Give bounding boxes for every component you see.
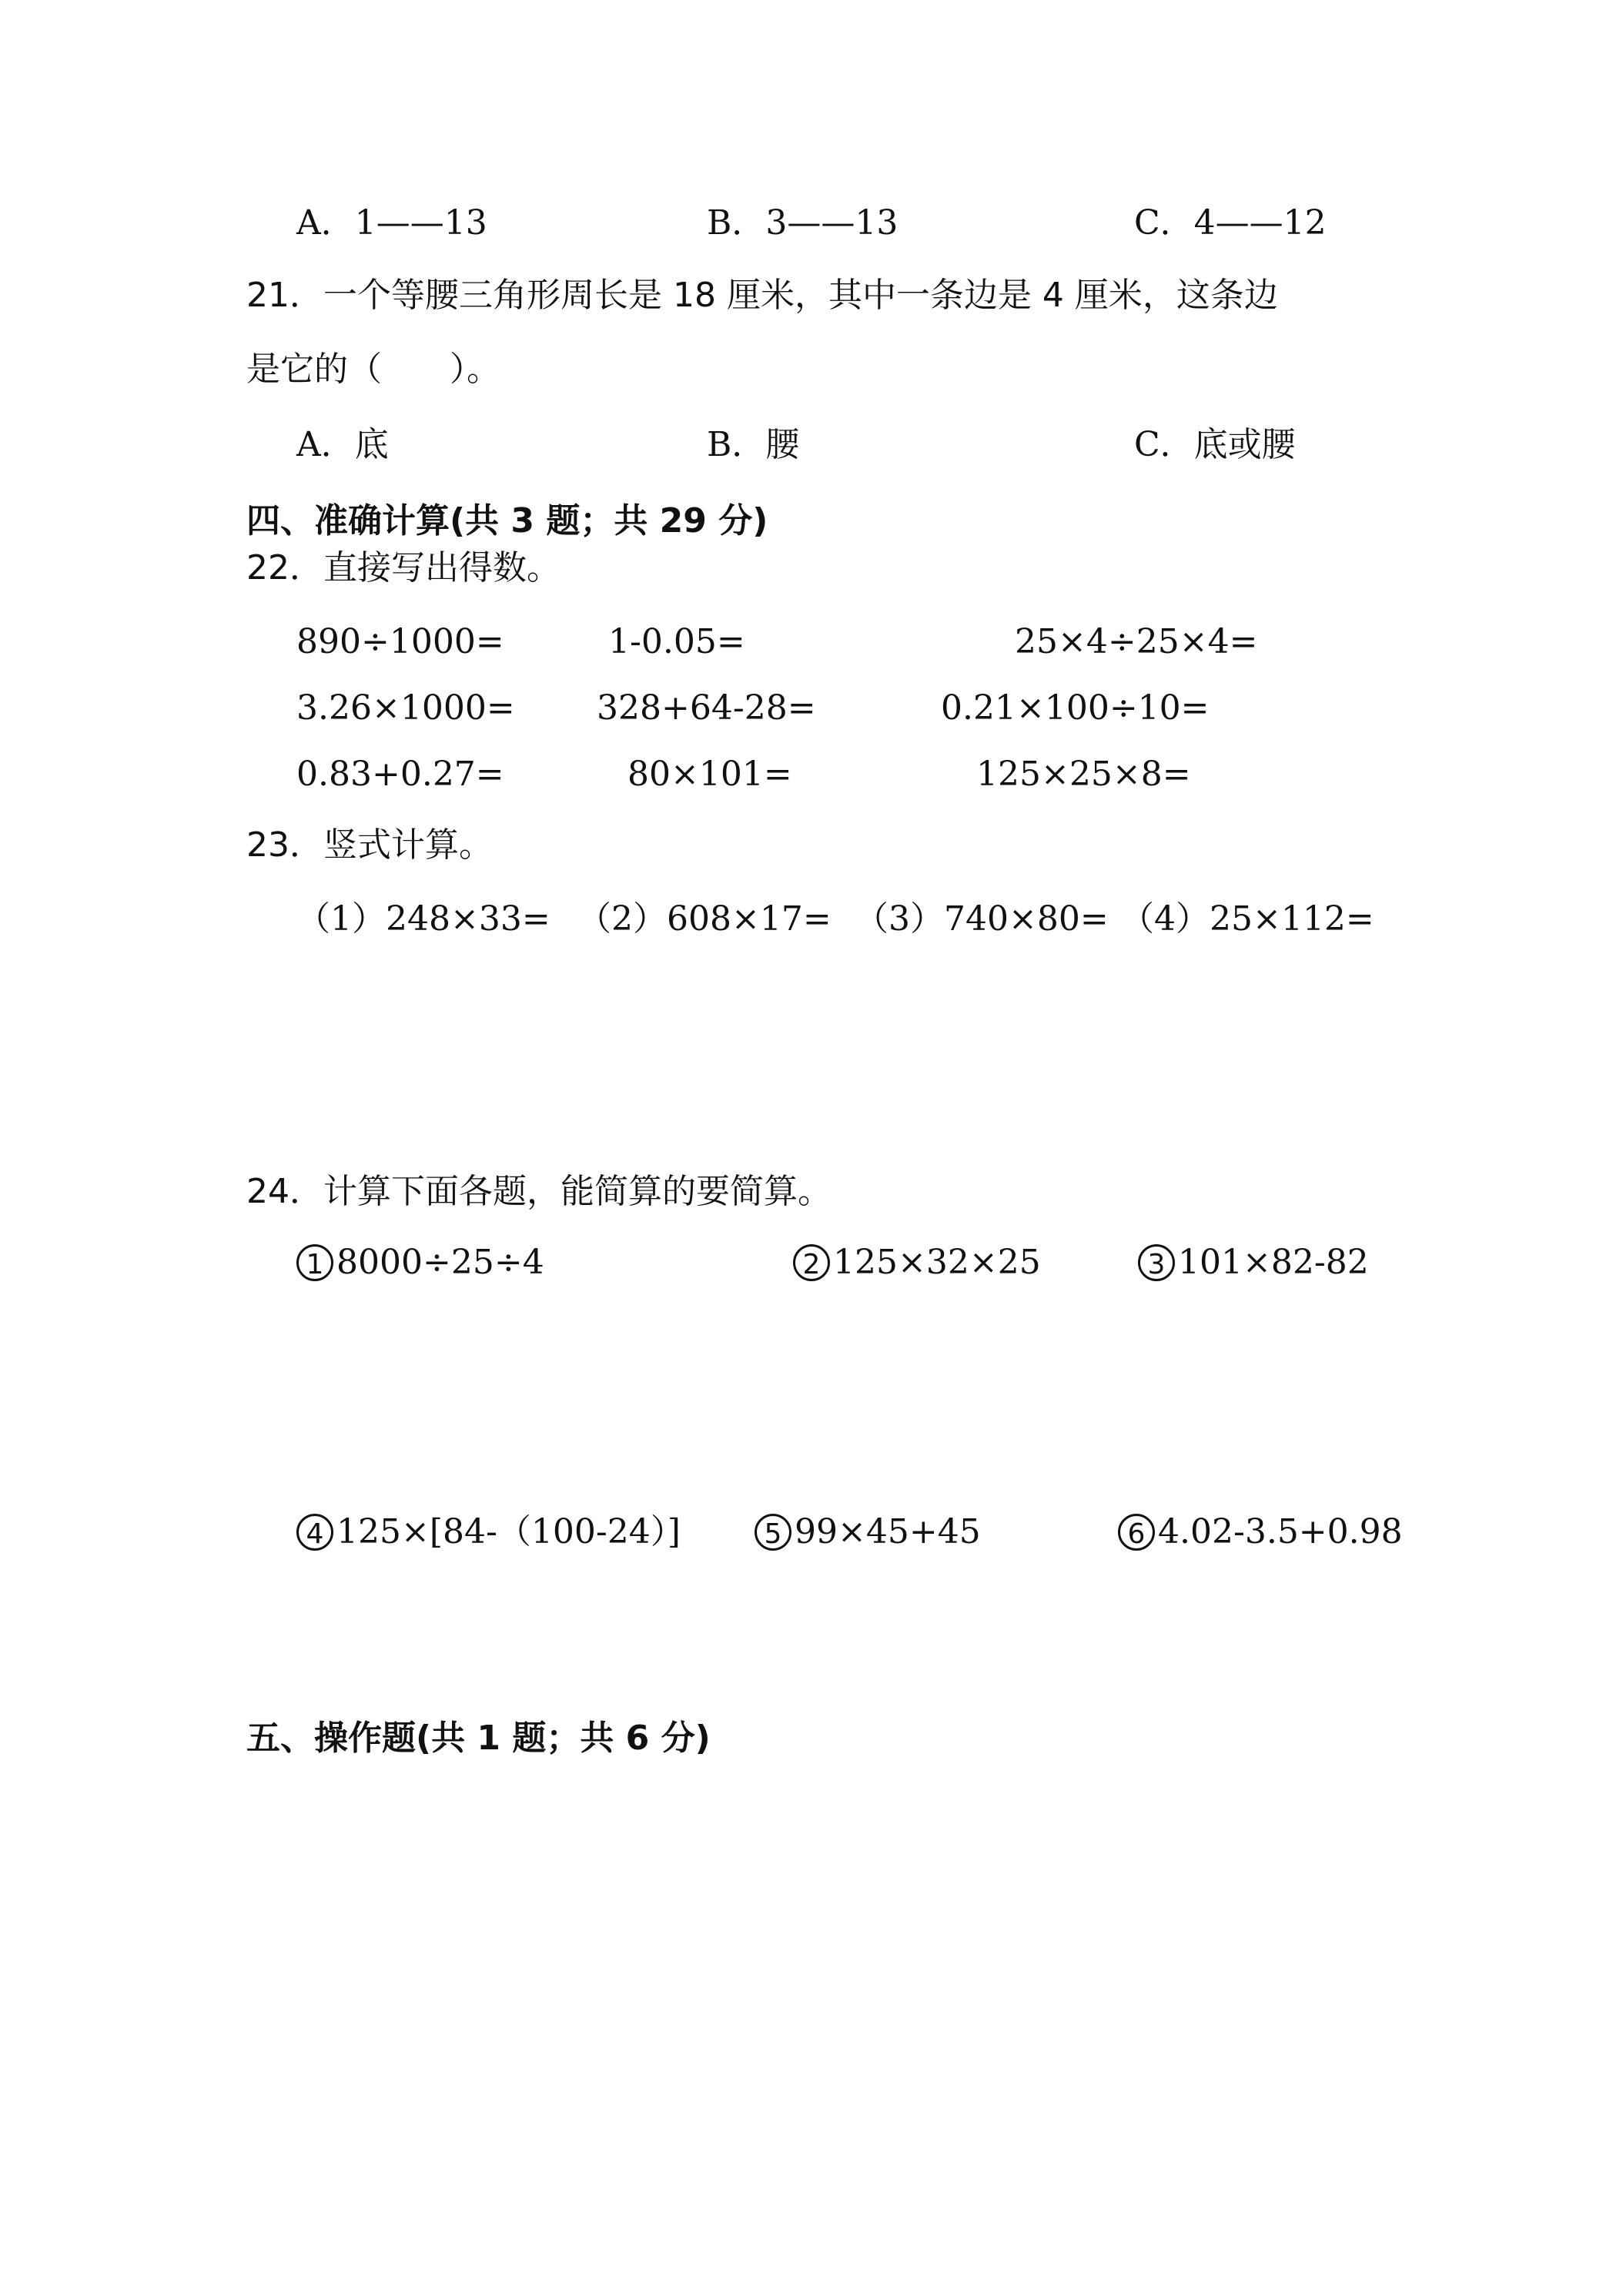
q22-item: 125×25×8= [976,755,1191,794]
circled-number: 6 [1118,1514,1155,1551]
q24-item [755,1514,981,1551]
section5-heading: 五、操作题(共 1 题；共 6 分) [246,1719,711,1758]
q24-item [296,1514,681,1551]
q24-expression: 101×82-82 [1178,1243,1369,1282]
q22-item: 25×4÷25×4= [1015,622,1258,661]
q22-item: 3.26×1000= [296,688,515,728]
q22-item: 80×101= [627,755,792,794]
q21-option-c: C．底或腰 [1134,425,1296,464]
q24-expression: 99×45+45 [795,1512,981,1551]
q24-expression: 125×[84-（100-24）] [336,1512,681,1551]
q23-title: 23．竖式计算。 [246,825,493,865]
q21-line2: 是它的（ ）。 [246,350,500,389]
q20-option-a: A．1——13 [296,203,487,243]
q23-item: （2）608×17= [577,899,832,939]
q24-title: 24．计算下面各题，能简算的要简算。 [246,1172,832,1211]
q24-expression: 125×32×25 [833,1243,1041,1282]
section4-heading: 四、准确计算(共 3 题；共 29 分) [246,501,768,541]
q24-item [1138,1244,1369,1281]
q22-item: 0.83+0.27= [296,755,504,794]
q22-item: 0.21×100÷10= [941,688,1210,728]
q23-item: （3）740×80= [855,899,1109,939]
circled-number: 3 [1138,1244,1175,1281]
q24-item [1118,1514,1403,1551]
q23-item: （1）248×33= [296,899,550,939]
q22-item: 890÷1000= [296,622,504,661]
q24-expression: 8000÷25÷4 [336,1243,544,1282]
q24-item [296,1244,544,1281]
q21-line1: 21．一个等腰三角形周长是 18 厘米，其中一条边是 4 厘米，这条边 [246,276,1278,315]
circled-number: 2 [793,1244,830,1281]
q21-option-b: B．腰 [707,425,800,464]
circled-number: 5 [755,1514,791,1551]
q22-item: 1-0.05= [608,622,745,661]
q20-option-c: C．4——12 [1134,203,1327,243]
q24-item [793,1244,1041,1281]
q24-expression: 4.02-3.5+0.98 [1158,1512,1403,1551]
q22-item: 328+64-28= [597,688,816,728]
q21-option-a: A．底 [296,425,389,464]
circled-number: 4 [296,1514,333,1551]
circled-number: 1 [296,1244,333,1281]
q22-title: 22．直接写出得数。 [246,548,561,587]
q23-item: （4）25×112= [1120,899,1374,939]
q20-option-b: B．3——13 [707,203,899,243]
